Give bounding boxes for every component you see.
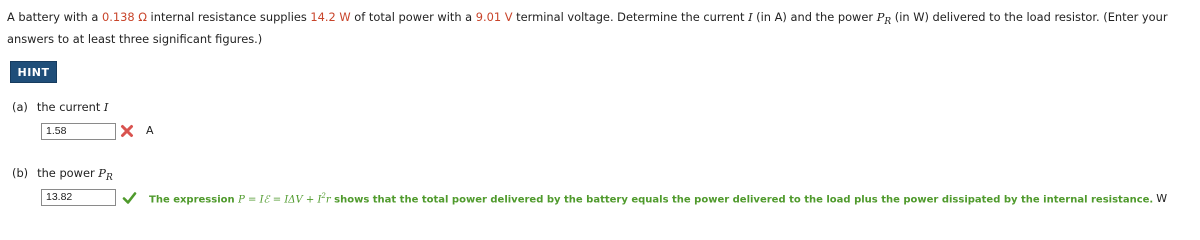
- current-symbol: I: [748, 10, 753, 24]
- feedback-text: The expression: [149, 194, 239, 206]
- given-power: 14.2 W: [310, 10, 351, 24]
- feedback-text: shows that the total power delivered by the battery equals the power delivered to the load plus the power dissipated by the internal resistance.: [330, 194, 1154, 206]
- part-a-symbol: I: [103, 100, 109, 114]
- part-b-tag: (b): [12, 166, 29, 180]
- problem-statement: [7, 9, 1195, 48]
- given-resistance: 0.138 Ω: [102, 10, 147, 24]
- part-a-label: [12, 100, 108, 114]
- feedback-equation: P = Iℰ = IΔV + I: [238, 194, 322, 206]
- problem-text: of total power with a: [350, 10, 476, 24]
- problem-text: terminal voltage. Determine the current: [512, 10, 749, 24]
- power-subscript: R: [884, 17, 892, 27]
- problem-text: (in W) delivered to the load resistor. (Enter your answers to at least three significant figures.): [7, 10, 1168, 46]
- given-voltage: 9.01 V: [475, 10, 513, 24]
- current-unit: A: [146, 124, 154, 137]
- problem-text: (in A) and the power: [752, 10, 877, 24]
- feedback-r: r: [325, 194, 331, 206]
- part-b-text: the power: [37, 166, 99, 180]
- hint-button[interactable]: HINT: [10, 61, 57, 83]
- current-answer-input[interactable]: 1.58: [41, 123, 116, 140]
- part-a-text: the current: [36, 100, 104, 114]
- power-answer-input[interactable]: 13.82: [41, 189, 116, 206]
- part-b-symbol: P: [98, 166, 106, 180]
- part-a-tag: (a): [12, 100, 28, 114]
- power-unit: W: [1156, 192, 1168, 206]
- incorrect-x-icon: [120, 124, 134, 138]
- problem-text: internal resistance supplies: [146, 10, 311, 24]
- part-b-subscript: R: [105, 173, 113, 183]
- part-b-label: [12, 166, 113, 185]
- feedback-message: [149, 188, 1167, 208]
- problem-text: A battery with a: [7, 10, 102, 24]
- feedback-exponent: 2: [321, 192, 326, 200]
- power-symbol: P: [876, 10, 885, 24]
- correct-check-icon: [122, 191, 137, 205]
